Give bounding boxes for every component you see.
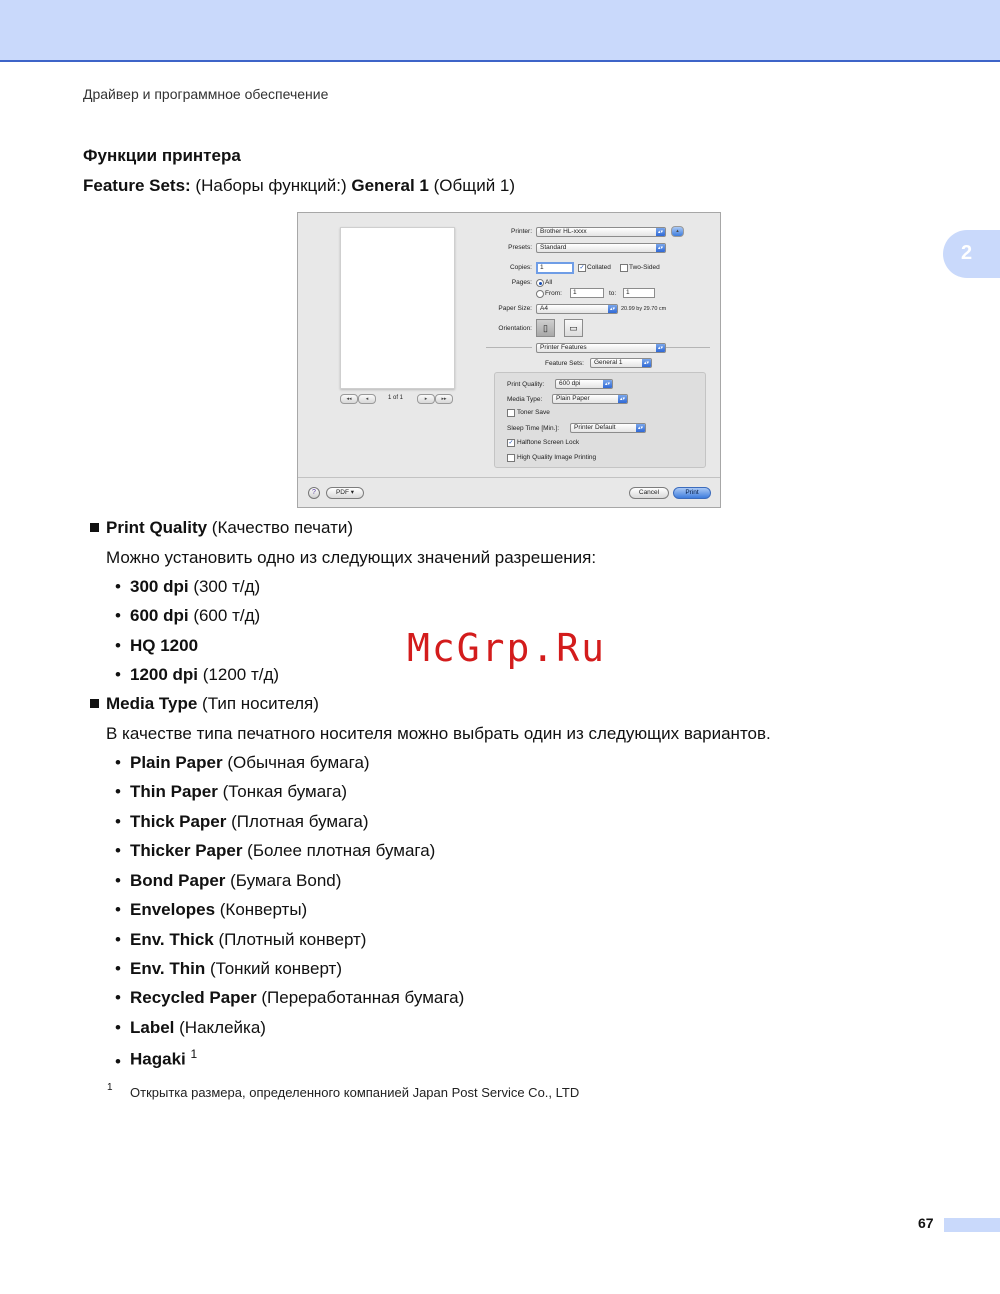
landscape-icon: ▭ (569, 323, 578, 333)
bullet-dot: • (115, 812, 121, 831)
select-arrows-icon: ▴▾ (657, 245, 664, 251)
feature-sets-label-ru: (Наборы функций:) (190, 176, 352, 195)
feature-sets-select[interactable] (590, 358, 652, 368)
option-name: Env. Thick (130, 930, 214, 949)
print-quality-name-ru: (Качество печати) (207, 518, 354, 537)
separator-right (666, 347, 710, 348)
pages-from-input[interactable]: 1 (570, 288, 604, 298)
option-ru: (Тонкая бумага) (217, 782, 348, 801)
pages-label: Pages: (511, 279, 532, 286)
collapse-arrow-icon: ▴ (676, 228, 679, 234)
option-name: 1200 dpi (130, 665, 199, 684)
option-name: Plain Paper (130, 753, 223, 772)
bullet-dot: • (115, 606, 121, 625)
dialog-bottom-separator (298, 477, 720, 478)
list-item (130, 636, 198, 656)
option-name: Env. Thin (130, 959, 206, 978)
feature-sets-label: Feature Sets: (83, 176, 191, 195)
option-ru: (600 т/д) (188, 606, 261, 625)
page-number-band (944, 1218, 1000, 1232)
option-ru: (Плотный конверт) (213, 930, 367, 949)
page-preview (340, 227, 455, 389)
option-name: Label (130, 1018, 175, 1037)
sleep-time-select[interactable] (570, 423, 646, 433)
option-ru: (Тонкий конверт) (205, 959, 342, 978)
pages-all-label: All (545, 279, 553, 286)
option-name: 600 dpi (130, 606, 189, 625)
bullet-dot: • (115, 988, 121, 1007)
list-item (130, 753, 370, 773)
media-type-select[interactable] (552, 394, 628, 404)
bullet-dot: • (115, 871, 121, 890)
bullet-dot: • (115, 930, 121, 949)
bullet-dot: • (115, 1052, 121, 1071)
separator-left (486, 347, 532, 348)
toner-save-label: Toner Save (517, 409, 550, 416)
list-item (130, 988, 464, 1008)
print-quality-name: Print Quality (106, 518, 208, 537)
select-arrows-icon: ▴▾ (619, 396, 626, 402)
first-page-button[interactable]: ◂◂ (340, 394, 358, 404)
list-item (130, 812, 368, 832)
presets-label: Presets: (508, 244, 532, 251)
paper-size-label: Paper Size: (498, 305, 532, 312)
pages-from-radio[interactable] (536, 290, 544, 298)
option-ru: (300 т/д) (188, 577, 261, 596)
media-type-intro: В качестве типа печатного носителя можно выбрать один из следующих вариантов. (106, 724, 771, 743)
option-name: Recycled Paper (130, 988, 257, 1007)
collated-label: Collated (587, 264, 611, 271)
media-type-heading (106, 694, 319, 714)
option-name: Thicker Paper (130, 841, 243, 860)
top-band (0, 0, 1000, 62)
printer-label: Printer: (511, 228, 532, 235)
option-name: Hagaki (130, 1049, 186, 1069)
select-arrows-icon: ▴▾ (604, 381, 611, 387)
features-group (494, 372, 706, 468)
list-item (130, 665, 279, 685)
orientation-label: Orientation: (498, 325, 532, 332)
option-name: Thin Paper (130, 782, 218, 801)
hq-image-checkbox[interactable] (507, 454, 515, 462)
list-item (130, 930, 366, 950)
print-button[interactable]: Print (673, 487, 711, 499)
next-page-button[interactable]: ▸ (417, 394, 435, 404)
list-item (130, 959, 342, 979)
option-ru: (Более плотная бумага) (242, 841, 436, 860)
media-type-label: Media Type: (507, 396, 543, 403)
option-name: Bond Paper (130, 871, 226, 890)
chapter-number: 2 (961, 242, 973, 264)
list-item (130, 1018, 266, 1038)
two-sided-label: Two-Sided (629, 264, 660, 271)
sleep-time-label: Sleep Time [Min.]: (507, 425, 560, 432)
pages-to-input[interactable]: 1 (623, 288, 655, 298)
option-name: Thick Paper (130, 812, 227, 831)
media-type-name-ru: (Тип носителя) (197, 694, 319, 713)
last-page-button[interactable]: ▸▸ (435, 394, 453, 404)
checkmark-icon: ✓ (579, 265, 585, 271)
print-dialog (297, 212, 721, 508)
list-item (130, 782, 347, 802)
option-ru: (Наклейка) (174, 1018, 266, 1037)
select-arrows-icon: ▴▾ (657, 229, 664, 235)
bullet-dot: • (115, 1018, 121, 1037)
list-item (130, 606, 260, 626)
portrait-button[interactable] (536, 319, 555, 337)
toner-save-checkbox[interactable] (507, 409, 515, 417)
sleep-time-value: Printer Default (574, 424, 616, 431)
pages-from-label: From: (545, 290, 562, 297)
print-quality-select[interactable] (555, 379, 613, 389)
print-quality-intro: Можно установить одно из следующих значений разрешения: (106, 548, 597, 567)
portrait-icon: ▯ (543, 323, 548, 333)
pages-all-radio[interactable] (536, 279, 544, 287)
pdf-button[interactable]: PDF ▾ (326, 487, 364, 499)
feature-sets-value: General 1 (351, 176, 429, 195)
pages-to-label: to: (609, 290, 617, 297)
halftone-label: Halftone Screen Lock (517, 439, 580, 446)
square-bullet-icon (90, 699, 99, 708)
list-item (130, 900, 307, 920)
panel-value: Printer Features (540, 344, 587, 351)
list-item (130, 841, 435, 861)
option-ru: (1200 т/д) (198, 665, 280, 684)
option-ru: (Обычная бумага) (222, 753, 370, 772)
landscape-button[interactable] (564, 319, 583, 337)
bullet-dot: • (115, 782, 121, 801)
option-ru: (Бумага Bond) (225, 871, 342, 890)
help-button[interactable] (308, 487, 320, 499)
option-name: Envelopes (130, 900, 216, 919)
print-quality-heading (106, 518, 353, 538)
halftone-checkbox[interactable] (507, 439, 515, 447)
list-item (130, 871, 341, 891)
checkmark-icon: ✓ (508, 440, 514, 446)
footnote-ref: 1 (190, 1047, 198, 1061)
running-header: Драйвер и программное обеспечение (83, 86, 329, 102)
feature-sets-line (83, 176, 515, 196)
option-name: HQ 1200 (130, 636, 199, 655)
list-item (130, 577, 260, 597)
print-quality-label: Print Quality: (507, 381, 545, 388)
square-bullet-icon (90, 523, 99, 532)
feature-sets-value-ru: (Общий 1) (428, 176, 516, 195)
page-counter: 1 of 1 (388, 395, 404, 401)
print-quality-value: 600 dpi (559, 380, 581, 387)
copies-input[interactable]: 1 (536, 262, 574, 274)
option-ru: (Плотная бумага) (226, 812, 369, 831)
presets-select[interactable] (536, 243, 666, 253)
bullet-dot: • (115, 636, 121, 655)
hq-image-label: High Quality Image Printing (517, 454, 597, 461)
copies-label: Copies: (509, 264, 532, 271)
help-icon: ? (312, 489, 316, 496)
bullet-dot: • (115, 665, 121, 684)
bullet-dot: • (115, 577, 121, 596)
feature-sets-select-label: Feature Sets: (544, 360, 584, 367)
chapter-tab (943, 230, 1000, 278)
cancel-button[interactable]: Cancel (629, 487, 669, 499)
presets-value: Standard (540, 244, 567, 251)
bullet-dot: • (115, 959, 121, 978)
feature-sets-select-value: General 1 (594, 359, 623, 366)
paper-size-value: A4 (540, 305, 548, 312)
bullet-dot: • (115, 841, 121, 860)
section-title: Функции принтера (83, 146, 241, 165)
page-number: 67 (918, 1215, 934, 1231)
prev-page-button[interactable]: ◂ (358, 394, 376, 404)
paper-size-dims: 20.99 by 29.70 cm (621, 306, 667, 312)
list-item (130, 1047, 197, 1070)
option-name: 300 dpi (130, 577, 189, 596)
option-ru: (Переработанная бумага) (256, 988, 465, 1007)
media-type-name: Media Type (106, 694, 198, 713)
collated-checkbox[interactable] (578, 264, 586, 272)
printer-value: Brother HL-xxxx (540, 228, 587, 235)
bullet-dot: • (115, 900, 121, 919)
watermark: McGrp.Ru (407, 626, 607, 670)
select-arrows-icon: ▴▾ (657, 345, 664, 351)
bullet-dot: • (115, 753, 121, 772)
option-ru: (Конверты) (215, 900, 308, 919)
select-arrows-icon: ▴▾ (643, 360, 650, 366)
select-arrows-icon: ▴▾ (609, 306, 616, 312)
panel-select[interactable] (536, 343, 666, 353)
two-sided-checkbox[interactable] (620, 264, 628, 272)
select-arrows-icon: ▴▾ (637, 425, 644, 431)
printer-select[interactable] (536, 227, 666, 237)
expand-dialog-button[interactable] (671, 226, 684, 237)
paper-size-select[interactable] (536, 304, 618, 314)
footnote-text: Открытка размера, определенного компанией Japan Post Service Co., LTD (130, 1085, 580, 1100)
footnote-mark: 1 (107, 1082, 113, 1093)
media-type-value: Plain Paper (556, 395, 590, 402)
